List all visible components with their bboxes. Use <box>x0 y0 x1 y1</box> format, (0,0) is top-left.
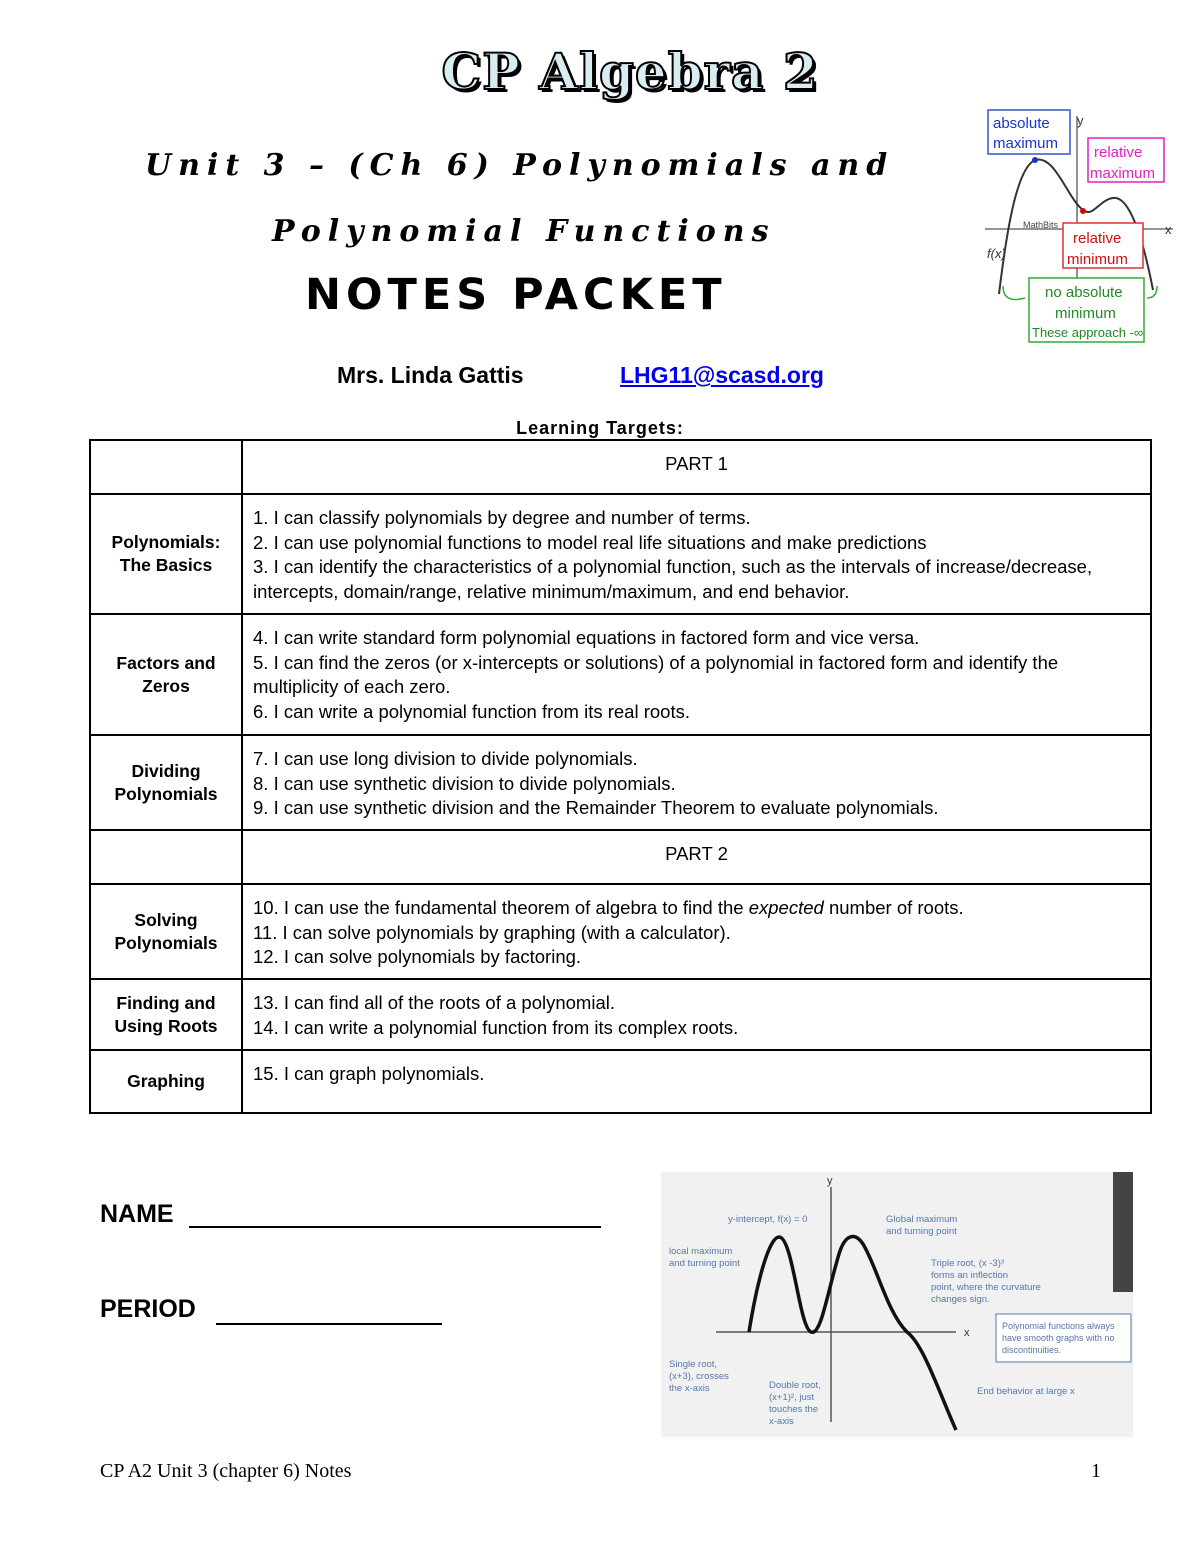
topic-line: Polynomials <box>114 932 218 953</box>
figure-background <box>661 1172 1133 1437</box>
table-row <box>90 614 1151 735</box>
target-item: 9. I can use synthetic division and the Remainder Theorem to evaluate polynomials. <box>253 797 939 818</box>
relative-minimum-line1: relative <box>1073 230 1122 247</box>
table-row <box>90 494 1151 614</box>
target-item: 15. I can graph polynomials. <box>253 1063 485 1084</box>
smooth-note-line1: Polynomial functions always <box>1002 1321 1115 1331</box>
topic-cell <box>90 884 242 979</box>
target-item-text: 10. I can use the fundamental theorem of algebra to find the <box>253 897 749 918</box>
learning-targets-table <box>89 439 1152 1114</box>
target-items-cell <box>242 494 1151 614</box>
learning-targets-heading: Learning Targets: <box>516 418 684 438</box>
target-item: 7. I can use long division to divide polynomials. <box>253 748 638 769</box>
topic-line: The Basics <box>119 555 213 575</box>
single-root-line2: (x+3), crosses <box>669 1371 729 1382</box>
topic-line: Finding and <box>116 992 216 1013</box>
absolute-maximum-line2: maximum <box>993 135 1059 152</box>
watermark-text: MathBits <box>1023 220 1059 230</box>
topic-cell <box>90 735 242 830</box>
unit-title-line-2: Polynomial Functions <box>272 214 776 249</box>
target-item-text: number of roots. <box>823 897 964 918</box>
table-row <box>90 1050 1151 1113</box>
figure-toolbar[interactable] <box>1113 1172 1133 1292</box>
absolute-maximum-line1: absolute <box>993 115 1050 132</box>
relative-maximum-line1: relative <box>1094 144 1143 161</box>
relative-minimum-line2: minimum <box>1067 251 1128 268</box>
name-label: NAME <box>100 1200 174 1228</box>
triple-root-line2: forms an inflection <box>931 1270 1009 1281</box>
target-item: 14. I can write a polynomial function from its complex roots. <box>253 1016 739 1038</box>
double-root-line2: (x+1)², just <box>769 1392 815 1403</box>
y-intercept-label: y-intercept, f(x) = 0 <box>728 1214 808 1225</box>
empty-topic-cell <box>90 440 242 494</box>
left-arrow-icon <box>1003 286 1025 300</box>
end-behavior-label: End behavior at large x <box>977 1386 1075 1397</box>
table-row <box>90 735 1151 830</box>
no-absolute-minimum-line2: minimum <box>1055 305 1116 322</box>
target-item: 13. I can find all of the roots of a polynomial. <box>253 992 615 1013</box>
topic-line: Using Roots <box>114 1015 218 1036</box>
page-number: 1 <box>1091 1460 1101 1482</box>
global-max-line2: and turning point <box>886 1226 957 1237</box>
relative-maximum-line2: maximum <box>1090 165 1156 182</box>
empty-topic-cell <box>90 830 242 884</box>
topic-line: Solving <box>134 909 198 930</box>
table-row <box>90 440 1151 494</box>
target-items-cell <box>242 614 1151 735</box>
topic-line: Factors and <box>116 652 216 673</box>
emphasis-text: expected <box>748 897 824 918</box>
local-max-line1: local maximum <box>669 1246 733 1257</box>
topic-line: Zeros <box>142 675 190 696</box>
graph-y-label: y <box>827 1175 833 1187</box>
teacher-name: Mrs. Linda Gattis <box>337 362 524 388</box>
topic-cell <box>90 494 242 614</box>
polynomial-graph-figure <box>661 1172 1133 1437</box>
target-item: 2. I can use polynomial functions to model real life situations and make predictions <box>253 531 927 553</box>
target-items-cell <box>242 1050 1151 1113</box>
double-root-line4: x-axis <box>769 1416 794 1427</box>
part-1-label: PART 1 <box>242 440 1151 494</box>
table-row <box>90 884 1151 979</box>
single-root-line3: the x-axis <box>669 1383 710 1394</box>
period-blank-line[interactable] <box>216 1323 442 1325</box>
triple-root-line4: changes sign. <box>931 1294 990 1305</box>
topic-cell <box>90 1050 242 1113</box>
single-root-line1: Single root, <box>669 1359 718 1370</box>
target-item: 5. I can find the zeros (or x-intercepts or solutions) of a polynomial in factored form and identify the multiplicity of each zero. <box>253 651 1059 697</box>
table-row <box>90 830 1151 884</box>
global-max-line1: Global maximum <box>886 1214 958 1225</box>
topic-cell <box>90 614 242 735</box>
target-item: 12. I can solve polynomials by factoring. <box>253 946 582 967</box>
no-absolute-minimum-line1: no absolute <box>1045 284 1123 301</box>
target-items-cell <box>242 979 1151 1050</box>
approach-note: These approach -∞ <box>1032 325 1144 340</box>
x-axis-label: x <box>1165 222 1172 237</box>
double-root-line3: touches the <box>769 1404 819 1415</box>
teacher-email-link[interactable]: LHG11@scasd.org <box>620 362 824 388</box>
double-root-line1: Double root, <box>769 1380 821 1391</box>
unit-title-line-1: Unit 3 – (Ch 6) Polynomials and <box>145 148 895 183</box>
part-2-label: PART 2 <box>242 830 1151 884</box>
target-item: 3. I can identify the characteristics of a polynomial function, such as the intervals of increase/decrease, intercepts, domain/range, relative minimum/maximum, and end behavior. <box>253 556 1093 602</box>
target-item: 11. I can solve polynomials by graphing (with a calculator). <box>253 921 731 943</box>
smooth-note-line2: have smooth graphs with no <box>1002 1333 1115 1343</box>
absolute-max-point <box>1032 157 1038 163</box>
local-max-line2: and turning point <box>669 1258 740 1269</box>
target-item: 8. I can use synthetic division to divide polynomials. <box>253 772 676 794</box>
topic-line: Polynomials: <box>111 532 221 552</box>
graph-x-label: x <box>964 1327 970 1339</box>
extrema-diagram <box>985 108 1175 348</box>
triple-root-line3: point, where the curvature <box>931 1282 1041 1293</box>
target-item: 6. I can write a polynomial function from its real roots. <box>253 700 690 722</box>
target-items-cell <box>242 735 1151 830</box>
course-title: CP Algebra 2 <box>441 42 819 101</box>
name-blank-line[interactable] <box>189 1226 601 1228</box>
target-item: 4. I can write standard form polynomial equations in factored form and vice versa. <box>253 627 920 648</box>
triple-root-line1: Triple root, (x -3)³ <box>931 1258 1005 1269</box>
topic-line: Polynomials <box>114 783 218 804</box>
y-axis-label: y <box>1077 113 1084 128</box>
topic-line: Dividing <box>131 760 201 781</box>
fx-label: f(x) <box>987 246 1006 261</box>
topic-line: Graphing <box>127 1071 205 1091</box>
smooth-note-line3: discontinuities. <box>1002 1345 1062 1355</box>
relative-min-point <box>1080 208 1086 214</box>
target-items-cell <box>242 884 1151 979</box>
period-label: PERIOD <box>100 1295 196 1323</box>
footer-text: CP A2 Unit 3 (chapter 6) Notes <box>100 1460 352 1482</box>
target-item: 1. I can classify polynomials by degree and number of terms. <box>253 507 751 528</box>
topic-cell <box>90 979 242 1050</box>
packet-title: NOTES PACKET <box>305 270 727 320</box>
target-item <box>253 896 1140 921</box>
table-row <box>90 979 1151 1050</box>
